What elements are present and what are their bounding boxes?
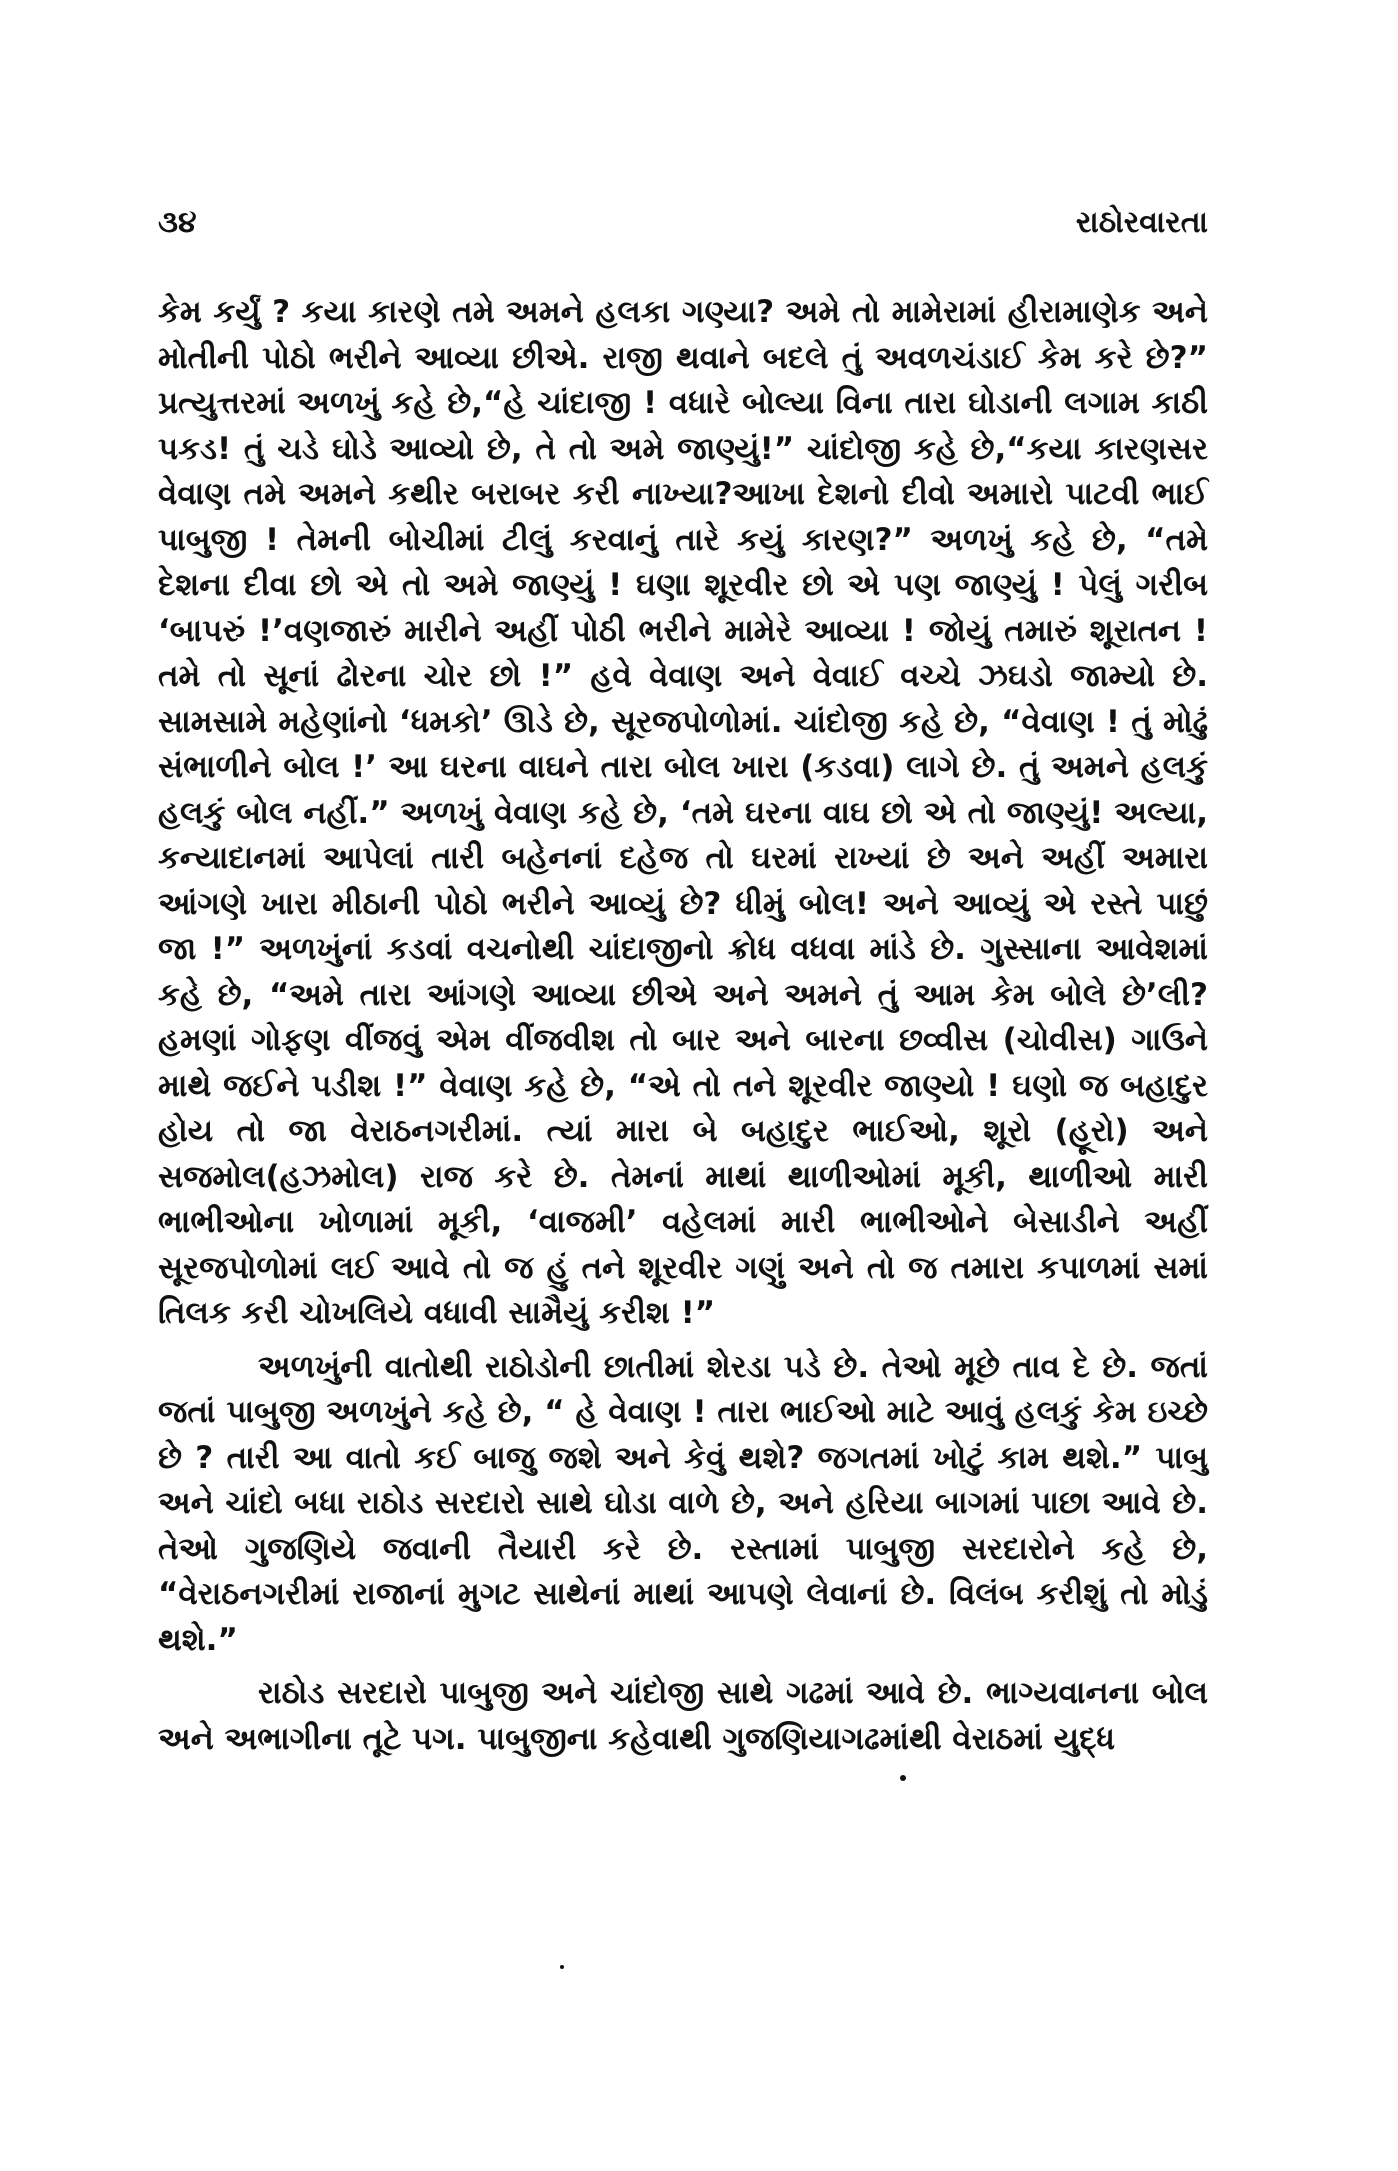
paragraph-1: કેમ કર્યું ? કયા કારણે તમે અમને હલકા ગણ્યા? અમે તો મામેરામાં હીરામાણેક અને મોતીની પોઠો ભરીને આવ્યા છીએ. રાજી થવાને બદલે તું અવળચંડાઈ કેમ કરે છે?” પ્રત્યુત્તરમાં અળખું કહે છે,“હે ચાંદાજી ! વધારે બોલ્યા વિના તારા ઘોડાની લગામ કાઠી પકડ! તું ચડે ઘોડે આવ્યો છે, તે તો અમે જાણ્યું!” ચાંદોજી કહે છે,“કયા કારણસર વેવાણ તમે અમને કથીર બરાબર કરી નાખ્યા?આખા દેશનો દીવો અમારો પાટવી ભાઈ પાબુજી ! તેમની બોચીમાં ટીલું કરવાનું તારે કયું કારણ?” અળખું કહે છે, “તમે દેશના દીવા છો એ તો અમે જાણ્યું ! ઘણા શૂરવીર છો એ પણ જાણ્યું ! પેલું ગરીબ ‘બાપરું !’વણજારું મારીને અહીં પોઠી ભરીને મામેરે આવ્યા ! જોયું તમારું શૂરાતન ! તમે તો સૂનાં ઢોરના ચોર છો !” હવે વેવાણ અને વેવાઈ વચ્ચે ઝઘડો જામ્યો છે. સામસામે મહેણાંનો ‘ધમકો’ ઊડે છે, સૂરજપોળોમાં. ચાંદોજી કહે છે, “વેવાણ ! તું મોઢું સંભાળીને બોલ !’ આ ઘરના વાઘને તારા બોલ ખારા (કડવા) લાગે છે. તું અમને હલકું હલકું બોલ નહીં.” અળખું વેવાણ કહે છે, ‘તમે ઘરના વાઘ છો એ તો જાણ્યું! અલ્યા, કન્યાદાનમાં આપેલાં તારી બહેનનાં દહેજ તો ઘરમાં રાખ્યાં છે અને અહીં અમારા આંગણે ખારા મીઠાની પોઠો ભરીને આવ્યું છે? ધીમું બોલ! અને આવ્યું એ રસ્તે પાછું જા !” અળખુંનાં કડવાં વચનોથી ચાંદાજીનો ક્રોધ વધવા માંડે છે. ગુસ્સાના આવેશમાં કહે છે, “અમે તારા આંગણે આવ્યા છીએ અને અમને તું આમ કેમ બોલે છે’લી? હમણાં ગોફણ વીંજવું એમ વીંજવીશ તો બાર અને બારના છવ્વીસ (ચોવીસ) ગાઉને માથે જઈને પડીશ !” વેવાણ કહે છે, “એ તો તને શૂરવીર જાણ્યો ! ઘણો જ બહાદુર હોય તો જા વેરાઠનગરીમાં. ત્યાં મારા બે બહાદુર ભાઈઓ, શૂરો (હૂરો) અને સજમોલ(હઝમોલ) રાજ કરે છે. તેમનાં માથાં થાળીઓમાં મૂકી, થાળીઓ મારી ભાભીઓના ખોળામાં મૂકી, ‘વાજમી’ વહેલમાં મારી ભાભીઓને બેસાડીને અહીં સૂરજપોળોમાં લઈ આવે તો જ હું તને શૂરવીર ગણું અને તો જ તમારા કપાળમાં સમાં તિલક કરી ચોખલિયે વધાવી સામૈયું કરીશ !” — [158, 294, 1208, 1331]
running-head: રાઠોરવારતા — [1075, 205, 1208, 240]
page-header — [158, 205, 1208, 255]
page-number: ૩૪ — [158, 205, 197, 240]
ink-speck — [900, 1775, 906, 1781]
body-text — [158, 290, 1208, 1762]
paragraph-2: અળખુંની વાતોથી રાઠોડોની છાતીમાં શેરડા પડે છે. તેઓ મૂછે તાવ દે છે. જતાં જતાં પાબુજી અળખુંને કહે છે, “ હે વેવાણ ! તારા ભાઈઓ માટે આવું હલકું કેમ ઇચ્છે છે ? તારી આ વાતો કઈ બાજુ જશે અને કેવું થશે? જગતમાં ખોટું કામ થશે.” પાબુ અને ચાંદો બધા રાઠોડ સરદારો સાથે ઘોડા વાળે છે, અને હરિયા બાગમાં પાછા આવે છે. તેઓ ગુજણિયે જવાની તૈયારી કરે છે. રસ્તામાં પાબુજી સરદારોને કહે છે, “વેરાઠનગરીમાં રાજાનાં મુગટ સાથેનાં માથાં આપણે લેવાનાં છે. વિલંબ કરીશું તો મોડું થશે.” — [158, 1348, 1208, 1658]
ink-speck — [560, 1965, 564, 1969]
paragraph-3: રાઠોડ સરદારો પાબુજી અને ચાંદોજી સાથે ગઢમાં આવે છે. ભાગ્યવાનના બોલ અને અભાગીના તૂટે પગ. પાબુજીના કહેવાથી ગુજણિયાગઢમાંથી વેરાઠમાં યુદ્ધ — [158, 1675, 1208, 1757]
